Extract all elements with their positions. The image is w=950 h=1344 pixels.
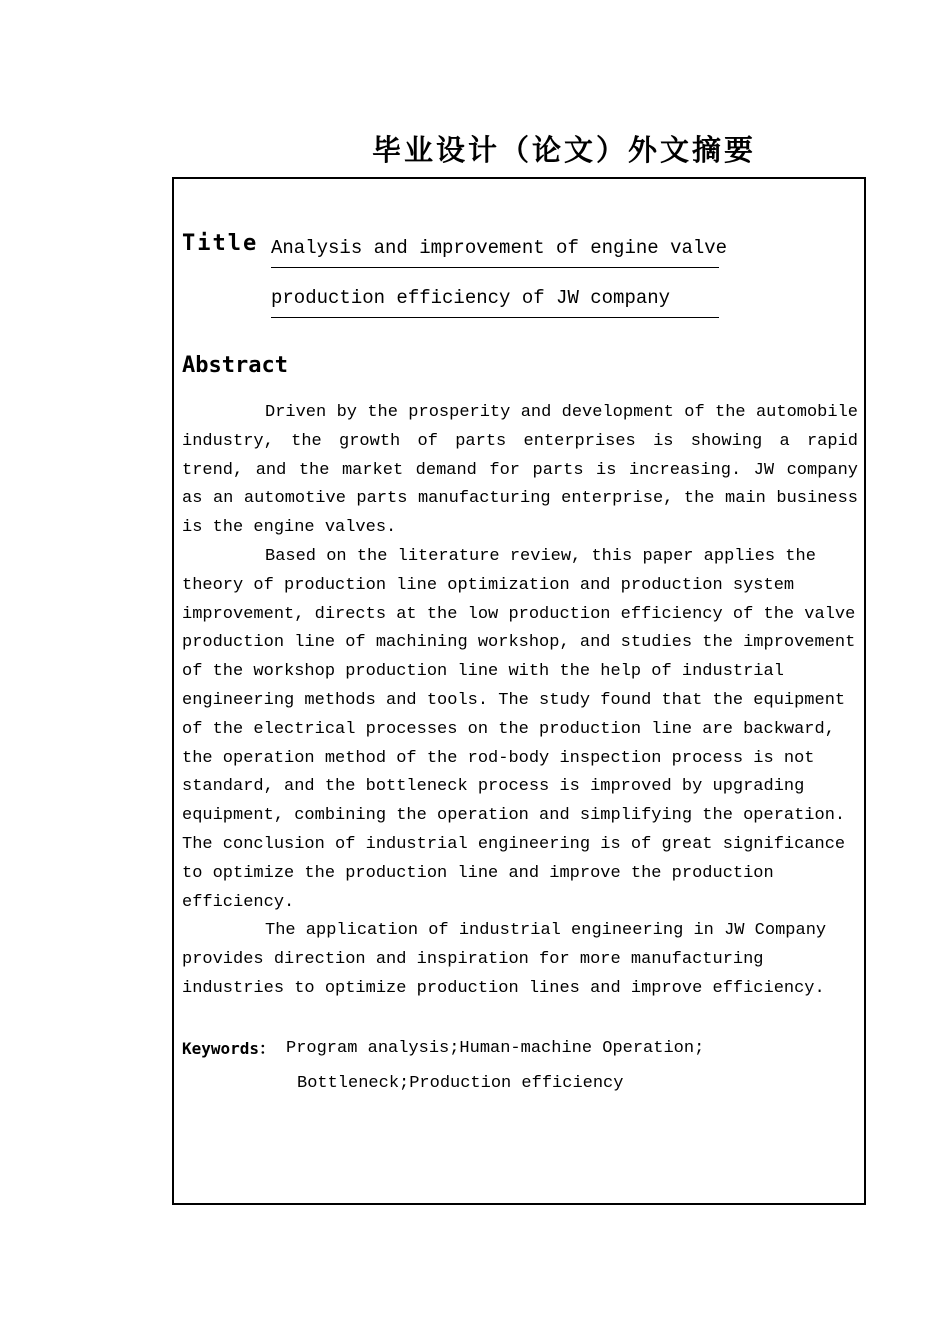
- abstract-heading: Abstract: [182, 353, 288, 378]
- keywords-line-1: Program analysis;Human-machine Operation;: [286, 1039, 705, 1058]
- abstract-form-box: [172, 177, 866, 1205]
- abstract-paragraph-2: Based on the literature review, this paper applies the theory of production line optimization and production system improvement, directs at the low production efficiency of the valve production line of machining workshop, and studies the improvement of the workshop production line with the help of industrial engineering methods and tools. The study found that the equipment of the electrical processes on the production line are backward, the operation method of the rod-body inspection process is not standard, and the bottleneck process is improved by upgrading equipment, combining the operation and simplifying the operation. The conclusion of industrial engineering is of great significance to optimize the production line and improve the production efficiency.: [182, 546, 856, 912]
- title-line-1: Analysis and improvement of engine valve: [271, 229, 719, 268]
- title-label: Title: [182, 231, 259, 256]
- title-text: [271, 229, 728, 329]
- abstract-paragraph-1: Driven by the prosperity and development of the automobile industry, the growth of parts enterprises is showing a rapid trend, and the market demand for parts is increasing. JW company as an automotive parts manufacturing enterprise, the main business is the engine valves.: [182, 403, 858, 538]
- keywords-label: Keywords：: [182, 1039, 276, 1058]
- abstract-body: [182, 399, 858, 1004]
- page-heading: 毕业设计（论文）外文摘要: [372, 133, 757, 167]
- abstract-paragraph-3: The application of industrial engineering in JW Company provides direction and inspiration for more manufacturing industries to optimize production lines and improve efficiency.: [182, 921, 827, 998]
- keywords-line-2: Bottleneck;Production efficiency: [297, 1074, 624, 1093]
- title-line-2: production efficiency of JW company: [271, 279, 719, 318]
